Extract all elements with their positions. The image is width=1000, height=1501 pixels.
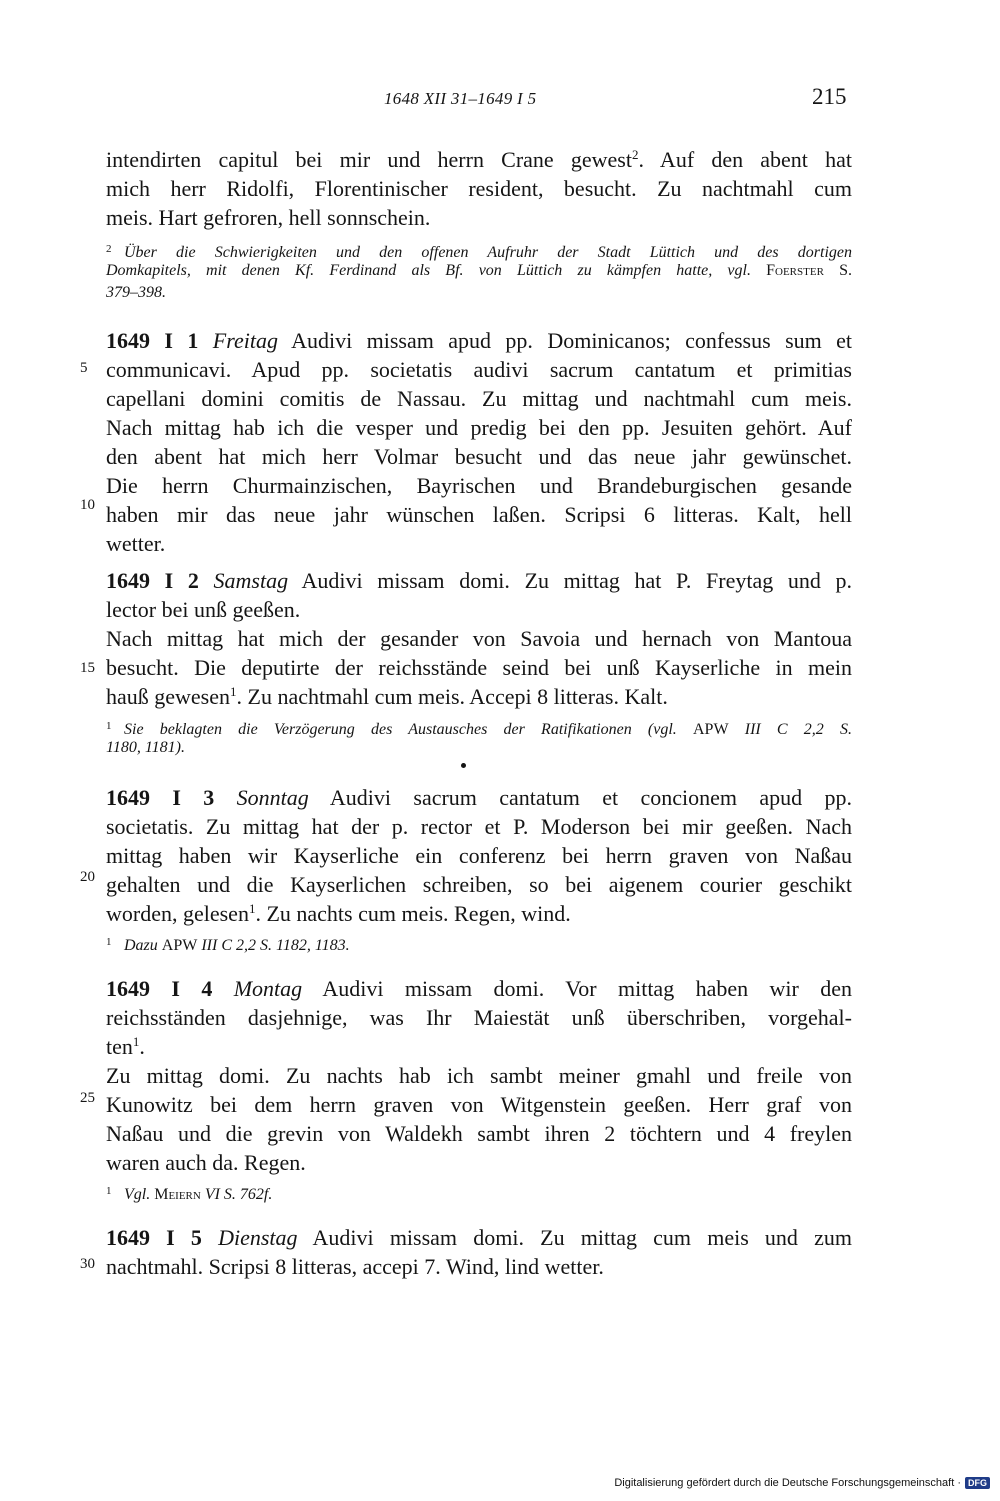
entry-date: 1649 I 2 xyxy=(106,568,199,593)
entry-weekday: Samstag xyxy=(213,568,289,593)
text-line: reichsständen dasjehnige, was Ihr Maiestät unß überschriben, vorgehal- xyxy=(106,1005,852,1030)
funding-note: Digitalisierung gefördert durch die Deutsche Forschungsgemeinschaft · xyxy=(614,1477,961,1489)
text-line: 1649 I 2 Samstag Audivi missam domi. Zu mittag hat P. Freytag und p. xyxy=(106,568,853,593)
scan-dot xyxy=(461,763,466,768)
text-line: 1649 I 5 Dienstag Audivi missam domi. Zu mittag cum meis und zum xyxy=(106,1225,852,1250)
text-line: haben mir das neue jahr wünschen laßen. Scripsi 6 litteras. Kalt, hell xyxy=(106,502,852,527)
footnote-entry-3 xyxy=(106,931,852,953)
diary-entry-1649-01-04 xyxy=(106,974,852,1177)
entry-date: 1649 I 5 xyxy=(106,1225,202,1250)
diary-entry-1649-01-05 xyxy=(106,1223,852,1281)
entry-weekday: Dienstag xyxy=(218,1225,298,1250)
entry-weekday: Freitag xyxy=(212,328,278,353)
entry-weekday: Sonntag xyxy=(236,785,309,810)
entry-date: 1649 I 3 xyxy=(106,785,215,810)
text-line: wetter. xyxy=(106,531,166,556)
line-number: 15 xyxy=(80,660,95,676)
text-line: communicavi. Apud pp. societatis audivi sacrum cantatum et primitias xyxy=(106,357,852,382)
line-number: 20 xyxy=(80,869,95,885)
footnote-line: 2 Über die Schwierigkeiten und den offenen Aufruhr der Stadt Lüttich und des dortigen xyxy=(106,243,852,261)
text-line: worden, gelesen$^1$. Zu nachts cum meis. Regen, wind. xyxy=(106,901,571,926)
text-line: Nach mittag hat mich der gesander von Savoia und hernach von Mantoua xyxy=(106,626,852,651)
text-line: lector bei unß geeßen. xyxy=(106,597,301,622)
running-head: 1648 XII 31–1649 I 5 xyxy=(384,89,537,108)
text-line: intendirten capitul bei mir und herrn Crane gewest$^2$. Auf den abent hat xyxy=(106,147,852,172)
footnote-line: 379–398. xyxy=(106,284,166,301)
footnote-line: Domkapitels, mit denen Kf. Ferdinand als Bf. von Lüttich zu kämpfen hatte, vgl. Foerster S. xyxy=(106,262,852,279)
line-number: 5 xyxy=(80,360,88,376)
text-line: societatis. Zu mittag hat der p. rector et P. Moderson bei mir geeßen. Nach xyxy=(106,814,852,839)
line-number: 30 xyxy=(80,1256,95,1272)
text-line: gehalten und die Kayserlichen schreiben, so bei aigenem courier geschikt xyxy=(106,872,852,897)
text-line: besucht. Die deputirte der reichsstände seind bei unß Kayserliche in mein xyxy=(106,655,852,680)
entry-date: 1649 I 4 xyxy=(106,976,213,1001)
dfg-logo-icon: DFG xyxy=(965,1477,990,1489)
text-line: ten$^1$. xyxy=(106,1034,145,1059)
page-number: 215 xyxy=(812,84,847,109)
text-line: mittag haben wir Kayserliche ein conferenz bei herrn graven von Naßau xyxy=(106,843,852,868)
text-line: Die herrn Churmainzischen, Bayrischen und Brandeburgischen gesande xyxy=(106,473,852,498)
entry-date: 1649 I 1 xyxy=(106,328,199,353)
footnote-line: 1 Vgl. Meiern VI S. 762f. xyxy=(106,1185,273,1203)
line-number: 25 xyxy=(80,1090,95,1106)
text-line: Zu mittag domi. Zu nachts hab ich sambt meiner gmahl und freile von xyxy=(106,1063,852,1088)
text-line: waren auch da. Regen. xyxy=(106,1150,306,1175)
footnote-line: 1 Dazu APW III C 2,2 S. 1182, 1183. xyxy=(106,936,350,954)
text-line: capellani domini comitis de Nassau. Zu mittag und nachtmahl cum meis. xyxy=(106,386,852,411)
digitization-footer xyxy=(614,1477,990,1489)
text-line: 1649 I 1 Freitag Audivi missam apud pp. Dominicanos; confessus sum et xyxy=(106,328,853,353)
text-line: hauß gewesen$^1$. Zu nachtmahl cum meis. Accepi 8 litteras. Kalt. xyxy=(106,684,668,709)
text-line: den abent hat mich herr Volmar besucht und das neue jahr gewünschet. xyxy=(106,444,852,469)
text-line: Nach mittag hab ich die vesper und predig bei den pp. Jesuiten gehört. Auf xyxy=(106,415,852,440)
text-line: mich herr Ridolfi, Florentinischer resident, besucht. Zu nachtmahl cum xyxy=(106,176,852,201)
footnote-line: 1180, 1181). xyxy=(106,739,185,756)
footnote-entry-4 xyxy=(106,1180,852,1202)
text-line: meis. Hart gefroren, hell sonnschein. xyxy=(106,205,431,230)
footnote-line: 1 Sie beklagten die Verzögerung des Austausches der Ratifikationen (vgl. APW III C 2,2 S. xyxy=(106,720,853,738)
text-line: nachtmahl. Scripsi 8 litteras, accepi 7. Wind, lind wetter. xyxy=(106,1254,604,1279)
text-line: 1649 I 4 Montag Audivi missam domi. Vor mittag haben wir den xyxy=(106,976,852,1001)
footnote-entry-2 xyxy=(106,715,852,759)
line-number: 10 xyxy=(80,497,95,513)
entry-weekday: Montag xyxy=(233,976,303,1001)
diary-entry-1649-01-01 xyxy=(106,326,852,558)
text-line: Naßau und die grevin von Waldekh sambt ihren 2 töchtern und 4 freylen xyxy=(106,1121,852,1146)
text-line: 1649 I 3 Sonntag Audivi sacrum cantatum et concionem apud pp. xyxy=(106,785,853,810)
intro-paragraph xyxy=(106,145,852,232)
footnote-2 xyxy=(106,238,852,304)
diary-entry-1649-01-03 xyxy=(106,783,852,928)
diary-entry-1649-01-02 xyxy=(106,566,852,711)
text-line: Kunowitz bei dem herrn graven von Witgenstein geeßen. Herr graf von xyxy=(106,1092,852,1117)
